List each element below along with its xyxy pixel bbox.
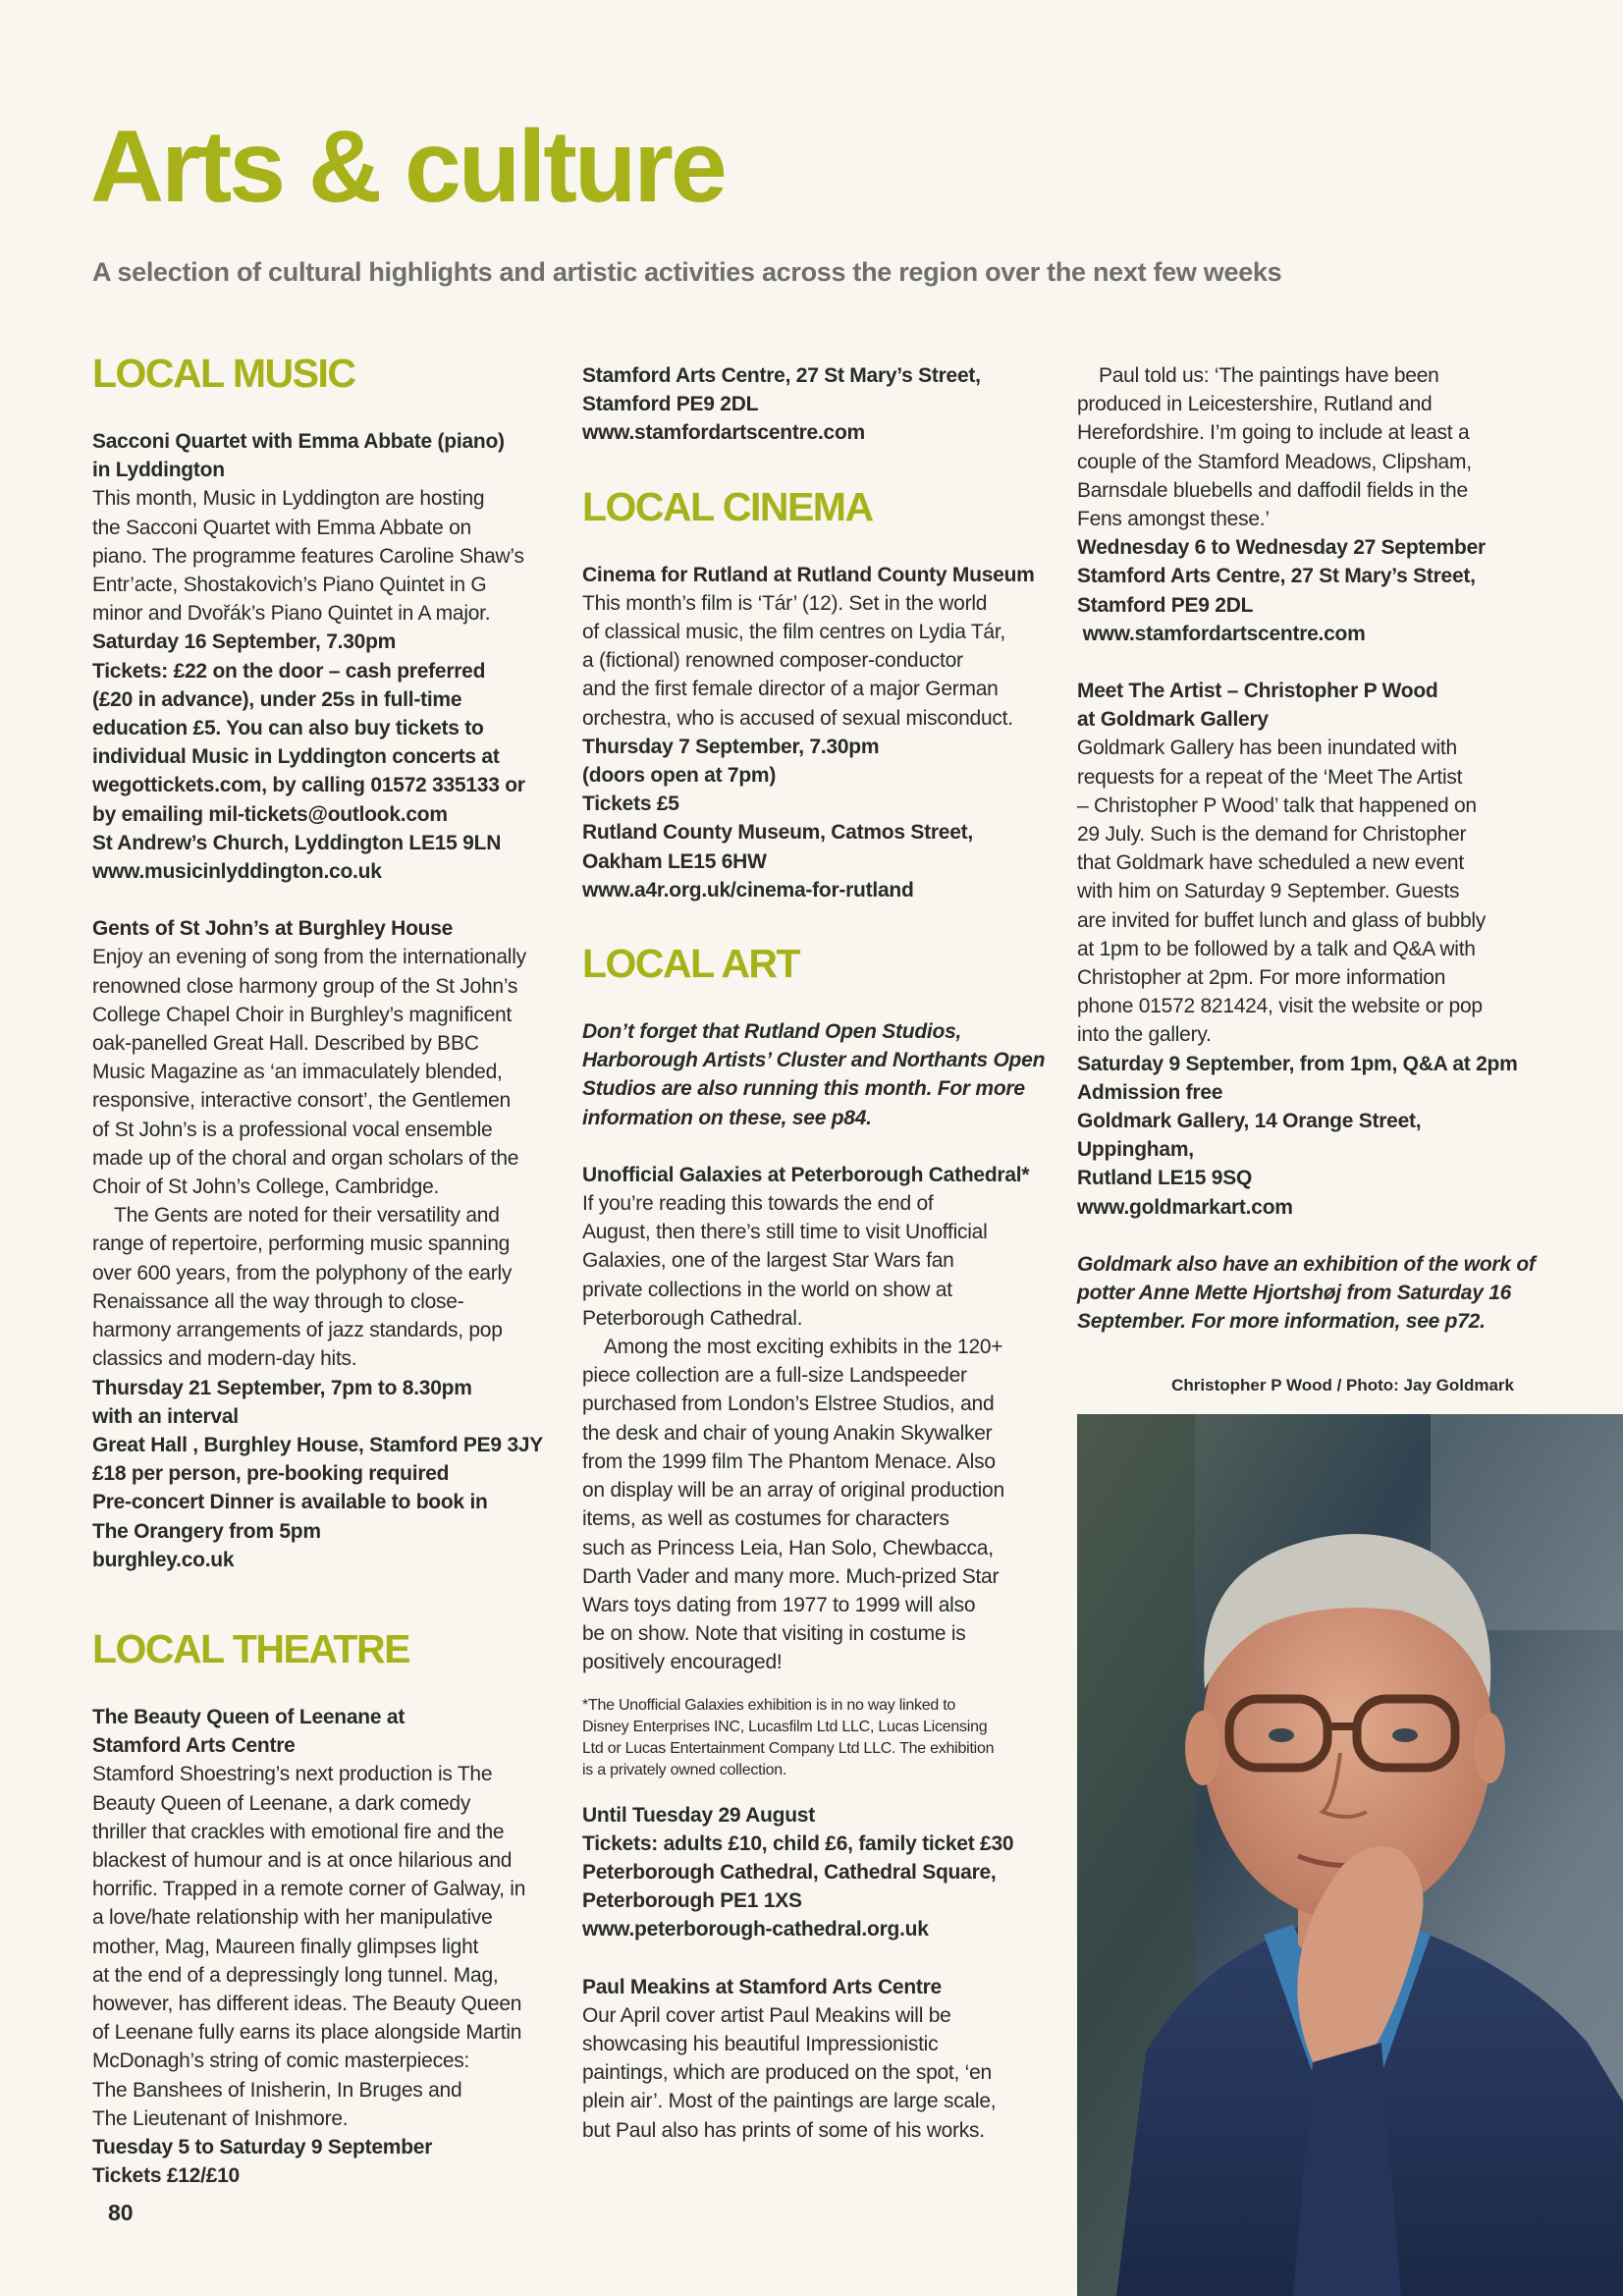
text-line: but Paul also has prints of some of his works. <box>582 2118 985 2142</box>
info-line: Stamford Arts Centre, 27 St Mary’s Street, <box>582 364 981 387</box>
article-title: at Goldmark Gallery <box>1077 708 1269 732</box>
text-line: oak-panelled Great Hall. Described by BBC <box>92 1032 479 1056</box>
text-line: however, has different ideas. The Beauty Queen <box>92 1992 522 2015</box>
portrait-illustration <box>1077 1414 1623 2296</box>
text-line: Goldmark Gallery has been inundated with <box>1077 737 1457 760</box>
info-line: Rutland County Museum, Catmos Street, <box>582 821 973 845</box>
info-line: Admission free <box>1077 1080 1223 1104</box>
article-wood <box>1077 677 1539 1336</box>
column-2 <box>582 361 1049 2145</box>
text-line: a (fictional) renowned composer-conductor <box>582 649 963 673</box>
text-line: If you’re reading this towards the end of <box>582 1192 934 1216</box>
info-line: (doors open at 7pm) <box>582 764 777 788</box>
text-line: Among the most exciting exhibits in the 120+ <box>604 1336 1003 1359</box>
text-line: showcasing his beautiful Impressionistic <box>582 2032 939 2055</box>
text-line: the desk and chair of young Anakin Skywalker <box>582 1421 993 1445</box>
info-line: with an interval <box>92 1404 239 1428</box>
text-line: paintings, which are produced on the spot, ‘en <box>582 2061 992 2085</box>
info-line: education £5. You can also buy tickets to <box>92 717 484 740</box>
website-link[interactable]: www.a4r.org.uk/cinema-for-rutland <box>582 878 914 902</box>
section-heading-music: LOCAL MUSIC <box>92 351 355 396</box>
text-line: 29 July. Such is the demand for Christopher <box>1077 823 1467 847</box>
info-line: Peterborough PE1 1XS <box>582 1889 802 1913</box>
text-line: piece collection are a full-size Landspeeder <box>582 1364 967 1388</box>
info-line: Pre-concert Dinner is available to book in <box>92 1491 488 1514</box>
text-line: This month’s film is ‘Tár’ (12). Set in the world <box>582 591 988 615</box>
section-heading-cinema: LOCAL CINEMA <box>582 483 873 529</box>
article-galaxies <box>582 1161 1049 1944</box>
info-line: St Andrew’s Church, Lyddington LE15 9LN <box>92 831 502 854</box>
website-link[interactable]: www.stamfordartscentre.com <box>582 421 865 445</box>
text-line: purchased from London’s Elstree Studios, and <box>582 1393 995 1416</box>
website-link[interactable]: www.stamfordartscentre.com <box>1077 622 1366 645</box>
text-line: over 600 years, from the polyphony of the early <box>92 1261 513 1285</box>
text-line: Choir of St John’s College, Cambridge. <box>92 1175 440 1199</box>
info-line: Tickets £12/£10 <box>92 2164 240 2188</box>
text-line: positively encouraged! <box>582 1651 783 1674</box>
article-meakins <box>582 1973 1049 2145</box>
text-line: Studios are also running this month. For more <box>582 1077 1025 1101</box>
info-line: individual Music in Lyddington concerts at <box>92 745 500 769</box>
text-line: Music Magazine as ‘an immaculately blended, <box>92 1061 503 1084</box>
photo-caption: Christopher P Wood / Photo: Jay Goldmark <box>1171 1376 1514 1394</box>
portrait-photo <box>1077 1414 1623 2296</box>
info-line: Goldmark Gallery, 14 Orange Street, Uppingham, <box>1077 1110 1422 1162</box>
column-1 <box>92 351 554 2190</box>
text-line: at 1pm to be followed by a talk and Q&A with <box>1077 937 1476 960</box>
text-line: – Christopher P Wood’ talk that happened on <box>1077 793 1477 817</box>
article-title: Unofficial Galaxies at Peterborough Cathedral* <box>582 1163 1030 1186</box>
article-title: Sacconi Quartet with Emma Abbate (piano) <box>92 430 505 453</box>
text-line: range of repertoire, performing music spanning <box>92 1232 511 1256</box>
article-gents <box>92 914 554 1574</box>
text-line: be on show. Note that visiting in costume is <box>582 1622 966 1646</box>
article-beauty-queen <box>92 1703 554 2190</box>
article-title: Stamford Arts Centre <box>92 1734 296 1758</box>
text-line: potter Anne Mette Hjortshøj from Saturday 16 <box>1077 1282 1512 1305</box>
text-line: with him on Saturday 9 September. Guests <box>1077 880 1460 903</box>
text-line: phone 01572 821424, visit the website or pop <box>1077 995 1483 1018</box>
website-link[interactable]: www.goldmarkart.com <box>1077 1195 1293 1219</box>
text-line: into the gallery. <box>1077 1023 1212 1047</box>
info-line: Tuesday 5 to Saturday 9 September <box>92 2135 433 2159</box>
text-line: Galaxies, one of the largest Star Wars fan <box>582 1249 954 1273</box>
text-line: Goldmark also have an exhibition of the work of <box>1077 1252 1536 1276</box>
text-line: Renaissance all the way through to close- <box>92 1289 464 1313</box>
column-3 <box>1077 361 1539 1337</box>
text-line: Christopher at 2pm. For more information <box>1077 966 1446 990</box>
text-line: McDonagh’s string of comic masterpieces: <box>92 2050 470 2073</box>
section-heading-art: LOCAL ART <box>582 941 800 987</box>
info-line: Tickets: £22 on the door – cash preferred <box>92 659 486 683</box>
text-line: of St John’s is a professional vocal ensemble <box>92 1118 493 1141</box>
website-link[interactable]: www.musicinlyddington.co.uk <box>92 860 382 884</box>
article-title: Paul Meakins at Stamford Arts Centre <box>582 1975 942 1998</box>
text-line: such as Princess Leia, Han Solo, Chewbacca, <box>582 1536 994 1559</box>
text-line: Stamford Shoestring’s next production is The <box>92 1763 493 1786</box>
text-line: harmony arrangements of jazz standards, pop <box>92 1319 503 1342</box>
text-line: information on these, see p84. <box>582 1106 872 1129</box>
text-line: Fens amongst these.’ <box>1077 508 1270 531</box>
text-line: The Gents are noted for their versatility and <box>114 1204 500 1228</box>
info-line: Tickets: adults £10, child £6, family ticket £30 <box>582 1831 1014 1855</box>
text-line: of Leenane fully earns its place alongside Martin <box>92 2021 522 2045</box>
text-line: the Sacconi Quartet with Emma Abbate on <box>92 516 471 539</box>
text-line: orchestra, who is accused of sexual misconduct. <box>582 706 1013 730</box>
art-note <box>582 1017 1049 1132</box>
text-line: plein air’. Most of the paintings are large scale, <box>582 2090 997 2113</box>
text-line: Don’t forget that Rutland Open Studios, <box>582 1020 962 1044</box>
text-line: Entr’acte, Shostakovich’s Piano Quintet in G <box>92 574 487 597</box>
text-line: The Banshees of Inisherin, In Bruges and <box>92 2078 462 2102</box>
text-line: mother, Mag, Maureen finally glimpses light <box>92 1935 479 1958</box>
text-line: Wars toys dating from 1977 to 1999 will also <box>582 1593 976 1616</box>
info-line: Peterborough Cathedral, Cathedral Square, <box>582 1860 997 1884</box>
info-line: Saturday 16 September, 7.30pm <box>92 630 397 654</box>
text-line: September. For more information, see p72. <box>1077 1310 1486 1334</box>
disclaimer-line: Disney Enterprises INC, Lucasfilm Ltd LLC, Lucas Licensing <box>582 1718 988 1735</box>
info-line: Stamford PE9 2DL <box>1077 593 1254 617</box>
article-title: in Lyddington <box>92 459 225 482</box>
text-line: at the end of a depressingly long tunnel. Mag, <box>92 1963 499 1987</box>
page-title: Arts & culture <box>90 110 725 224</box>
text-line: items, as well as costumes for characters <box>582 1507 949 1531</box>
disclaimer-line: is a privately owned collection. <box>582 1761 787 1778</box>
text-line: Peterborough Cathedral. <box>582 1306 803 1330</box>
article-title: Cinema for Rutland at Rutland County Museum <box>582 563 1035 586</box>
text-line: requests for a repeat of the ‘Meet The Artist <box>1077 765 1463 789</box>
text-line: Barnsdale bluebells and daffodil fields in the <box>1077 478 1468 502</box>
text-line: classics and modern-day hits. <box>92 1347 357 1371</box>
website-link[interactable]: burghley.co.uk <box>92 1548 235 1571</box>
text-line: a love/hate relationship with her manipulative <box>92 1906 493 1930</box>
info-line: Wednesday 6 to Wednesday 27 September <box>1077 536 1486 560</box>
info-line: £18 per person, pre-booking required <box>92 1462 450 1486</box>
article-cinema <box>582 561 1049 904</box>
article-title: Gents of St John’s at Burghley House <box>92 917 454 941</box>
text-line: on display will be an array of original production <box>582 1479 1004 1503</box>
article-title: The Beauty Queen of Leenane at <box>92 1705 406 1728</box>
text-line: Paul told us: ‘The paintings have been <box>1099 364 1439 387</box>
info-line: Stamford Arts Centre, 27 St Mary’s Street, <box>1077 565 1476 588</box>
text-line: made up of the choral and organ scholars of the <box>92 1146 519 1170</box>
text-line: Herefordshire. I’m going to include at least a <box>1077 421 1470 445</box>
info-line: Rutland LE15 9SQ <box>1077 1167 1253 1190</box>
info-line: Tickets £5 <box>582 793 679 816</box>
article-title: Meet The Artist – Christopher P Wood <box>1077 680 1438 703</box>
info-line: Oakham LE15 6HW <box>582 849 767 873</box>
text-line: minor and Dvořák’s Piano Quintet in A major. <box>92 602 491 626</box>
page-number: 80 <box>108 2200 134 2225</box>
text-line: Our April cover artist Paul Meakins will be <box>582 2003 951 2027</box>
website-link[interactable]: www.peterborough-cathedral.org.uk <box>582 1918 929 1941</box>
text-line: Darth Vader and many more. Much-prized Star <box>582 1564 1000 1588</box>
info-line: Thursday 21 September, 7pm to 8.30pm <box>92 1376 472 1399</box>
text-line: that Goldmark have scheduled a new event <box>1077 851 1464 875</box>
email-link[interactable]: by emailing mil-tickets@outlook.com <box>92 802 448 826</box>
disclaimer-line: *The Unofficial Galaxies exhibition is in no way linked to <box>582 1696 956 1714</box>
text-line: blackest of humour and is at once hilarious and <box>92 1848 513 1872</box>
text-line: responsive, interactive consort’, the Gentlemen <box>92 1089 511 1113</box>
info-line: The Orangery from 5pm <box>92 1519 321 1543</box>
text-line: College Chapel Choir in Burghley’s magnificent <box>92 1003 513 1026</box>
text-line: This month, Music in Lyddington are hosting <box>92 487 485 511</box>
text-line: Harborough Artists’ Cluster and Northants Open <box>582 1049 1046 1072</box>
info-line: Great Hall , Burghley House, Stamford PE9 3JY <box>92 1433 544 1456</box>
text-line: are invited for buffet lunch and glass of bubbly <box>1077 908 1487 932</box>
text-line: August, then there’s still time to visit Unofficial <box>582 1221 988 1244</box>
text-line: The Lieutenant of Inishmore. <box>92 2106 349 2130</box>
text-line: horrific. Trapped in a remote corner of Galway, in <box>92 1878 526 1901</box>
text-line: thriller that crackles with emotional fire and the <box>92 1820 505 1843</box>
info-line: Saturday 9 September, from 1pm, Q&A at 2pm <box>1077 1052 1518 1075</box>
article-sacconi <box>92 427 554 886</box>
info-line: Stamford PE9 2DL <box>582 393 759 416</box>
text-line: from the 1999 film The Phantom Menace. Also <box>582 1449 996 1473</box>
text-line: Beauty Queen of Leenane, a dark comedy <box>92 1791 471 1815</box>
info-line: Until Tuesday 29 August <box>582 1803 815 1827</box>
info-line: wegottickets.com, by calling 01572 335133 or <box>92 774 525 797</box>
info-line: (£20 in advance), under 25s in full-time <box>92 687 462 711</box>
text-line: produced in Leicestershire, Rutland and <box>1077 393 1433 416</box>
text-line: renowned close harmony group of the St John’s <box>92 974 518 998</box>
text-line: private collections in the world on show at <box>582 1278 952 1301</box>
section-heading-theatre: LOCAL THEATRE <box>92 1625 409 1671</box>
text-line: piano. The programme features Caroline Shaw’s <box>92 544 524 568</box>
text-line: Enjoy an evening of song from the internationally <box>92 946 526 969</box>
text-line: couple of the Stamford Meadows, Clipsham, <box>1077 450 1472 473</box>
page-subtitle: A selection of cultural highlights and artistic activities across the region over the next few weeks <box>92 257 1282 287</box>
text-line: and the first female director of a major German <box>582 678 999 701</box>
disclaimer-line: Ltd or Lucas Entertainment Company Ltd LLC. The exhibition <box>582 1739 995 1757</box>
info-line: Thursday 7 September, 7.30pm <box>582 735 880 758</box>
text-line: of classical music, the film centres on Lydia Tár, <box>582 621 1006 644</box>
